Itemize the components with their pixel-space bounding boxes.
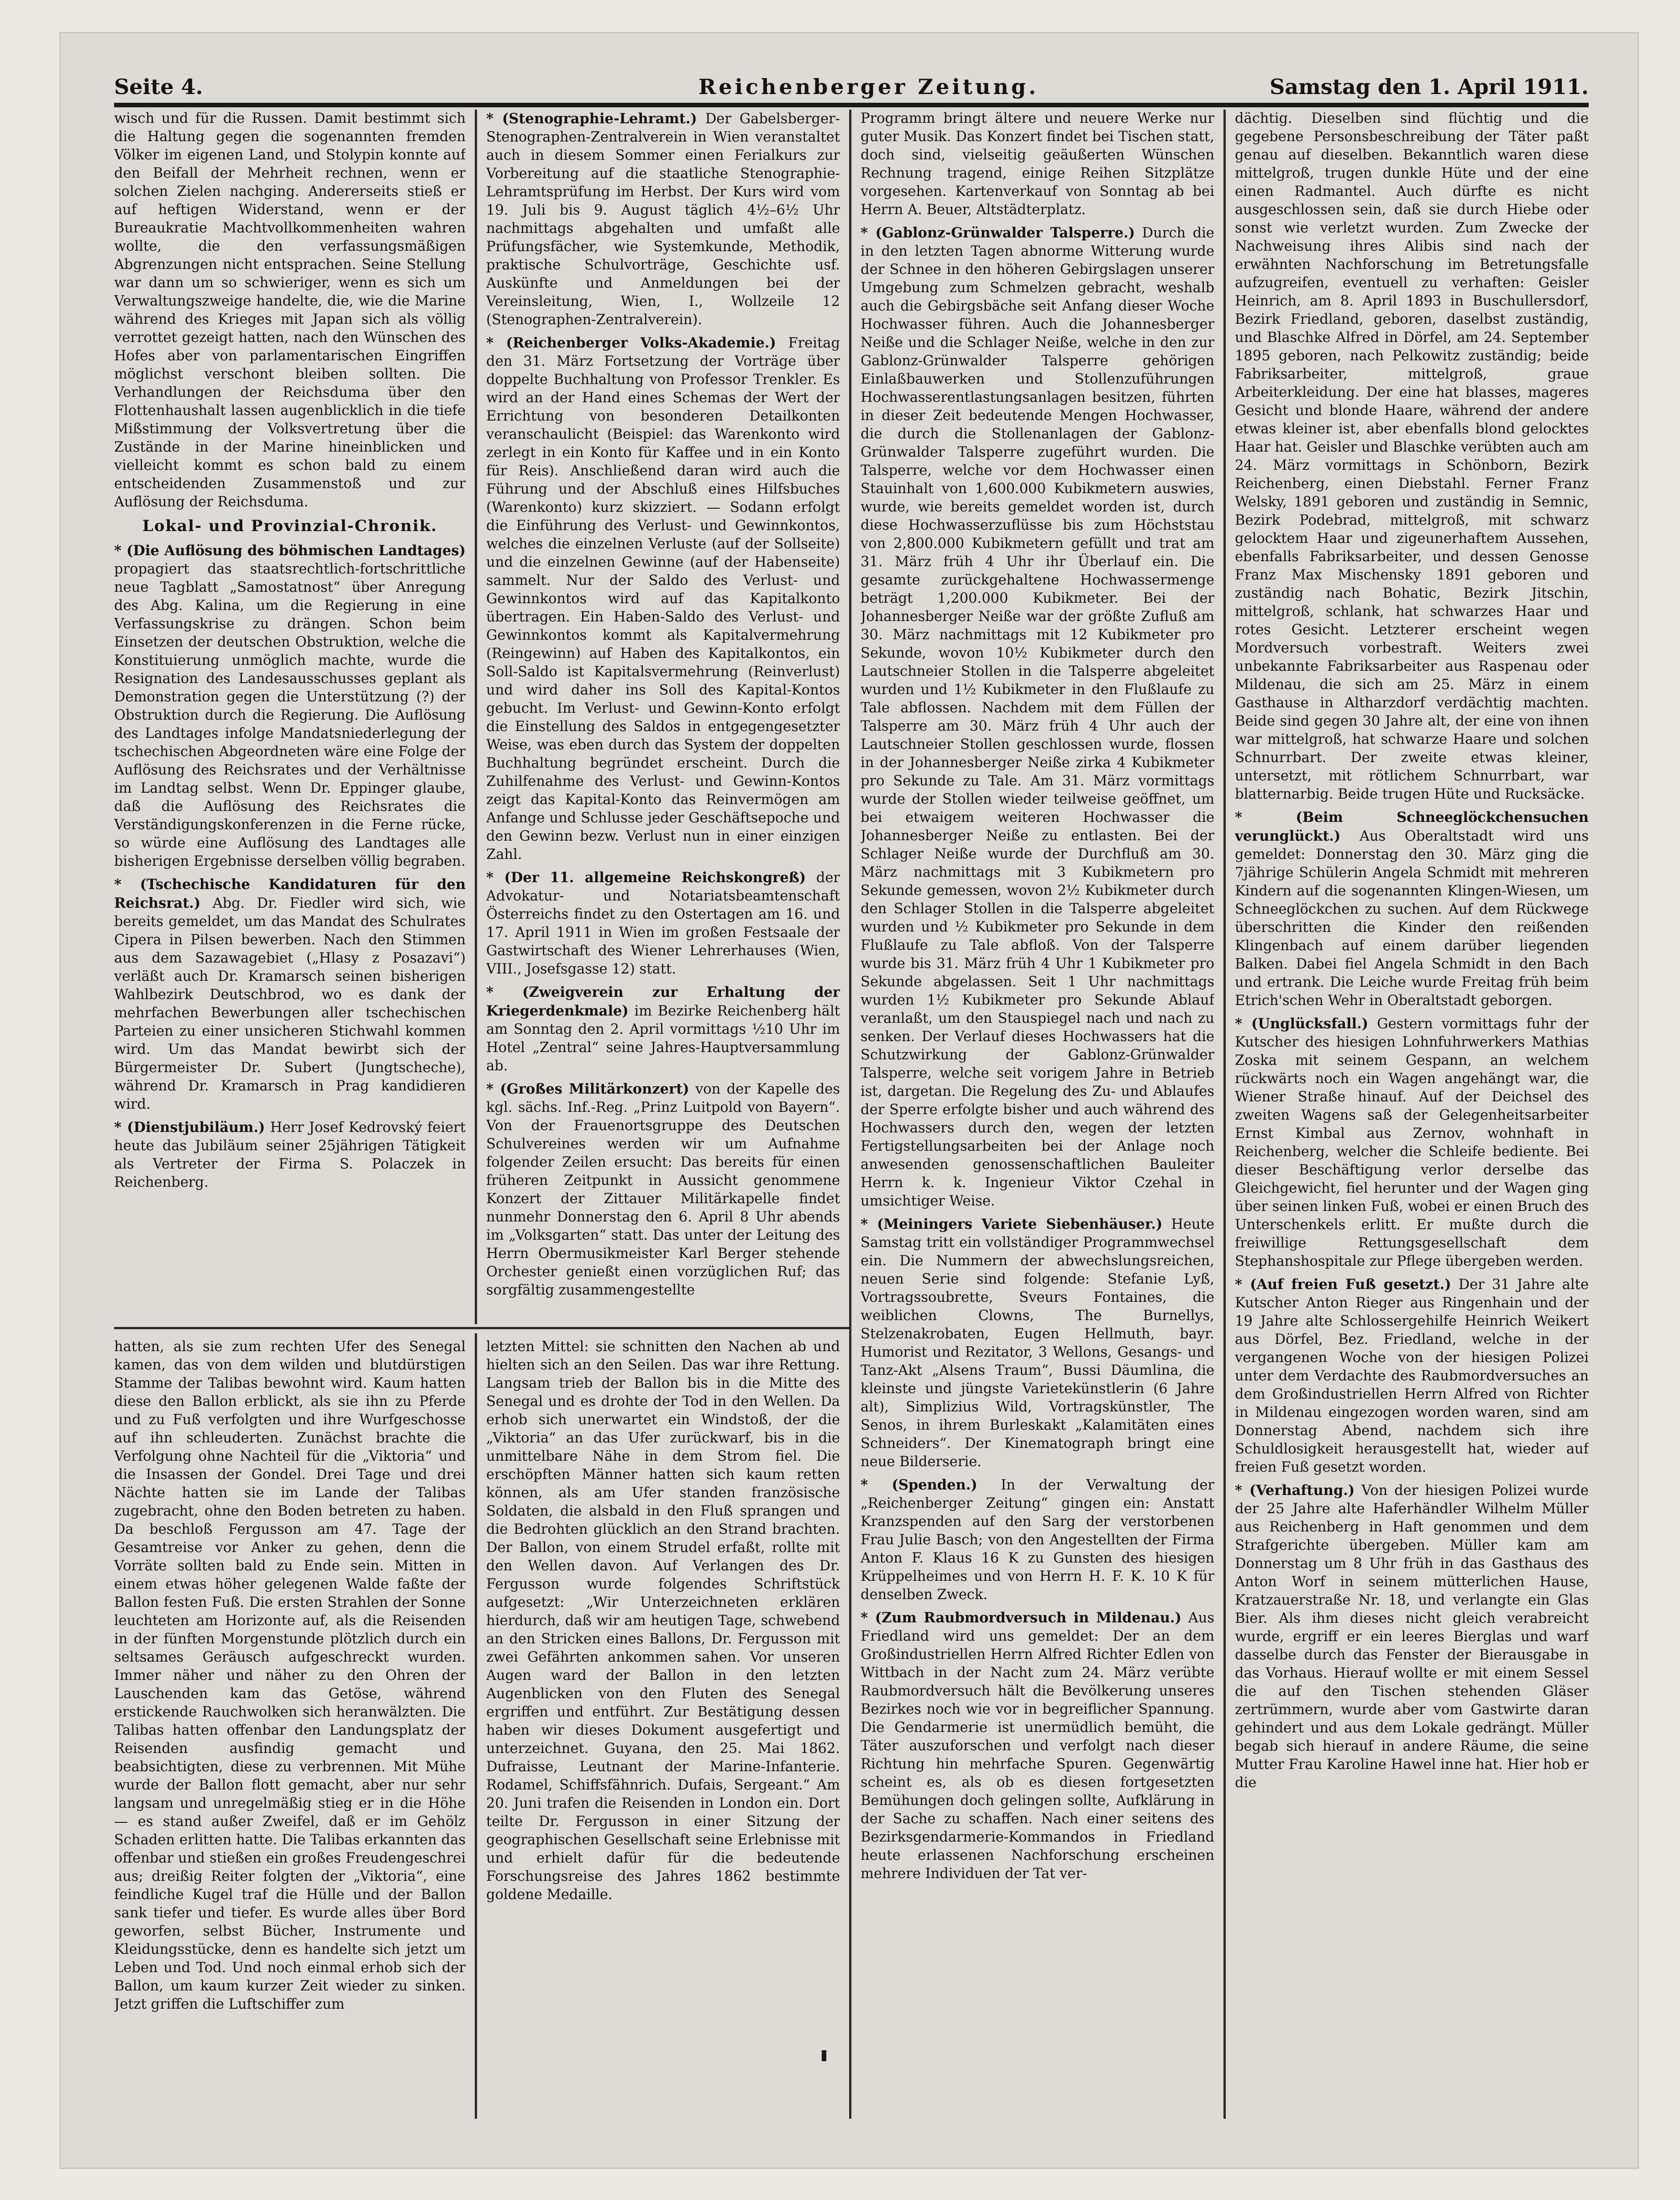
feuilleton-right [486,1338,840,2119]
article [486,334,840,864]
article [114,1118,466,1192]
feuilleton-text: letzten Mittel: sie schnitten den Nachen ab und hielten sich an den Seilen. Das war ihre Rettung. Langsam trieb der Ballon bis in die Mitte des Senegal und es drohte der Tod in den Wellen. Da erhob sich unerwartet ein Windstoß, der die „Viktoria“ an das Ufer zurückwarf, bis in die unmittelbare Nähe in dem Strom fiel. Die erschöpften Männer hatten sich kaum retten können, als am Ufer standen französische Soldaten, die alsbald in den Fluß sprangen und die Bedrohten glücklich an den Strand brachten. Der Ballon, von einem Strudel erfaßt, rollte mit den Wellen davon. Auf Verlangen des Dr. Fergusson wurde folgendes Schriftstück aufgesetzt: „Wir Unterzeichneten erklären hierdurch, daß wir am heutigen Tage, schwebend an den Stricken eines Ballons, Dr. Fergusson mit zwei Gefährten ankommen sahen. Vor unseren Augen ward der Ballon in den letzten Augenblicken von den Fluten des Senegal ergriffen und entführt. Zur Bestätigung dessen haben wir dieses Dokument ausgefertigt und unterzeichnet. Guyana, den 25. Mai 1862. Dufraisse, Leutnant der Marine-Infanterie. Rodamel, Schiffsfähnrich. Dufais, Sergeant.“ Am 20. Juni trafen die Reisenden in London ein. Dort teilte Dr. Fergusson in einer Sitzung der geographischen Gesellschaft seine Erlebnisse mit und erhielt dafür für die bedeutende Forschungsreise des Jahres 1862 bestimmte goldene Medaille. [486,1339,840,1903]
feuilleton-text: hatten, als sie zum rechten Ufer des Senegal kamen, das von dem wilden und blutdürstigen Stamme der Talibas bewohnt wird. Kaum hatten diese den Ballon erblickt, als sie ihn zu Pferde und zu Fuß verfolgten und ihre Wurfgeschosse auf ihn schleuderten. Zunächst brachte die Verfolgung ohne Nachteil für die „Viktoria“ und die Insassen der Gondel. Drei Tage und drei Nächte hatten sie im Lande der Talibas zugebracht, ohne den Boden betreten zu haben. Da beschloß Fergusson am 47. Tage der Gesamtreise vor Anker zu gehen, denn die Vorräte sollten bald zu Ende sein. Mitten in einem etwas höher gelegenen Walde faßte der Ballon festen Fuß. Die ersten Strahlen der Sonne leuchteten am Horizonte auf, als die Reisenden in der fünften Morgenstunde plötzlich durch ein seltsames Geräusch aufgeschreckt wurden. Immer näher und näher zu den Ohren der Lauschenden kam das Getöse, während erstickende Rauchwolken sich heranwälzten. Die Talibas hatten offenbar den Landungsplatz der Reisenden ausfindig gemacht und beabsichtigten, diese zu verbrennen. Mit Mühe wurde der Ballon flott gemacht, aber nur sehr langsam und unregelmäßig stieg er in die Höhe — es stand außer Zweifel, daß er im Gehölz Schaden erlitten hatte. Die Talibas erkannten das offenbar und stießen ein großes Freudengeschrei aus; dreißig Reiter folgten der „Viktoria“, eine feindliche Kugel traf die Hülle und der Ballon sank tiefer und tiefer. Es wurde alles über Bord geworfen, selbst Bücher, Instrumente und Kleidungsstücke, denn es handelte sich jetzt um Leben und Tod. Und noch einmal erhob sich der Ballon, um kaum kurzer Zeit wieder zu sinken. Jetzt griffen die Luftschiffer zum [114,1339,466,2012]
article-continuation: wisch und für die Russen. Damit bestimmt sich die Haltung gegen die sogenannten fremden Völker im eigenen Land, und Stolypin konnte auf den Beifall der Mehrheit rechnen, wenn er solchen Zielen nachging. Andererseits stieß er auf heftigen Widerstand, wenn er der Bureaukratie Machtvollkommenheiten wahren wollte, die den verfassungsmäßigen Abgrenzungen nicht entsprachen. Seine Stellung war dann um so schwieriger, wenn es sich um Verwaltungszweige handelte, die, wie die Marine während des Krieges mit Japan sich als völlig verrottet gezeigt hatten, nach den Wünschen des Hofes aber von parlamentarischen Eingriffen möglichst verschont bleiben sollten. Die Verhandlungen der Reichsduma über den Flottenhaushalt lassen augenblicklich in die tiefe Mißstimmung der Volksvertretung über die Zustände in der Marine hineinblicken und vielleicht kommt es schon bald zu einem entscheidenden Zusammenstoß und zur Auflösung der Reichsduma. [114,111,466,510]
article-body: In der Verwaltung der „Reichenberger Zeitung“ gingen ein: Anstatt Kranzspenden auf den Sarg der verstorbenen Frau Julie Basch; von den Angestellten der Firma Anton F. Klaus 16 K zu Gunsten des hiesigen Krüppelheimes und von Herrn H. F. K. 10 K für denselben Zweck. [861,1477,1214,1603]
article-body: Aus Oberaltstadt wird uns gemeldet: Donnerstag den 30. März ging die 7jährige Schülerin Angela Schmidt mit mehreren Kindern auf die sogenannten Klingen-Wiesen, um Schneeglöckchen zu suchen. Auf dem Rückwege überschritten die Kinder den reißenden Klingenbach auf einem darüber liegenden Balken. Dabei fiel Angela Schmidt in den Bach und ertrank. Die Leiche wurde Freitag früh beim Etrich'schen Wehr in Oberaltstadt geborgen. [1235,828,1589,1009]
article [1235,808,1589,1010]
page-body [114,110,1589,2119]
article [861,1476,1214,1604]
column-rule [475,110,477,1324]
article-headline: * (Reichenberger Volks-Akademie.) [486,335,776,351]
article-body: Der Gabelsberger-Stenographen-Zentralverein in Wien veranstaltet auch in diesem Sommer einen Ferialkurs zur Vorbereitung auf die staatliche Stenographie-Lehramtsprüfung im Herbst. Der Kurs wird vom 19. Juli bis 9. August täglich 4½–6½ Uhr nachmittags abgehalten und umfaßt alle Prüfungsfächer, wie Systemkunde, Methodik, praktische Schulvorträge, Geschichte usf. Auskünfte und Anmeldungen bei der Vereinsleitung, Wien, I., Wollzeile 12 (Stenographen-Zentralverein). [486,111,840,328]
article-body: Gestern vormittags fuhr der Kutscher des hiesigen Lohnfuhrwerkers Mathias Zoska mit seinem Gespann, an welchem rückwärts noch ein Wagen angehängt war, die Wiener Straße hinauf. Auf der Deichsel des zweiten Wagens saß der Gelegenheitsarbeiter Ernst Kimbal aus Zernov, wohnhaft in Reichenberg, welcher die Schleife bediente. Bei dieser Beschäftigung verlor derselbe das Gleichgewicht, fiel herunter und der Wagen ging über seinen linken Fuß, wobei er einen Bruch des Unterschenkels erlitt. Er mußte durch die freiwillige Rettungsgesellschaft dem Stephanshospitale zur Pflege übergeben werden. [1235,1016,1589,1269]
article [1235,1015,1589,1271]
article-body: Abg. Dr. Fiedler wird sich, wie bereits gemeldet, um das Mandat des Schulrates Cipera in Pilsen bewerben. Nach den Stimmen aus dem Sazawagebiet („Hlasy z Posazavi“) verläßt auch Dr. Kramarsch seinen bisherigen Wahlbezirk Deutschbrod, wo es dank der mehrfachen Bewerbungen aller tschechischen Parteien zu einer unsicheren Stichwahl kommen wird. Um das Mandat bewirbt sich der Bürgermeister Dr. Subert (Jungtscheche), während Dr. Kramarsch in Prag kandidieren wird. [114,895,466,1112]
article-body: Freitag den 31. März Fortsetzung der Vorträge über doppelte Buchhaltung von Professor Trenkler. Es wird an der Hand eines Schemas der Wert der Errichtung von besonderen Detailkonten veranschaulicht (Beispiel: das Warenkonto wird zerlegt in ein Konto für Kaffee und in ein Konto für Reis). Anschließend daran wird auch die Führung und der Abschluß eines Hilfsbuches (Warenkonto) kurz skizziert. — Sodann erfolgt die Einführung des Verlust- und Gewinnkontos, welches die einzelnen Verluste (auf der Sollseite) und die einzelnen Gewinne (auf der Habenseite) sammelt. Nur der Saldo des Verlust- und Gewinnkontos wird auf das Kapitalkonto übertragen. Ein Haben-Saldo des Verlust- und Gewinnkontos kommt als Kapitalvermehrung (Reingewinn) auf Haben des Kapitalkontos, ein Soll-Saldo ist Kapitalsvermehrung (Reinverlust) und wird daher ins Soll des Kapital-Kontos gebucht. Im Verlust- und Gewinn-Konto erfolgt die Einstellung des Saldos in entgegengesetzter Weise, was eben durch das System der doppelten Buchhaltung begründet erscheint. Durch die Zuhilfenahme des Verlust- und Gewinn-Kontos zeigt das Kapital-Konto das Reinvermögen am Anfange und Schlusse jeder Geschäftsepoche und den Gewinn bezw. Verlust nun in einer einzigen Zahl. [486,335,840,863]
column-2 [486,110,840,1324]
column-rule [849,110,851,2119]
article-headline: * (Der 11. allgemeine Reichskongreß) [486,869,806,886]
article [1235,1481,1589,1792]
article [486,110,840,329]
article-headline: * (Großes Militärkonzert) [486,1081,689,1097]
article-body: von der Kapelle des kgl. sächs. Inf.-Reg. „Prinz Luitpold von Bayern“. Von der Frauenortsgruppe des Deutschen Schulvereines werden wir um Aufnahme folgender Zeilen ersucht: Das bereits für einen früheren Zeitpunkt in Aussicht genommene Konzert der Zittauer Militärkapelle findet nunmehr Donnerstag den 6. April 8 Uhr abends im „Volksgarten“ statt. Das unter der Leitung des Herrn Obermusikmeister Karl Berger stehende Orchester genießt einen vorzüglichen Ruf; das sorgfältig zusammengestellte [486,1081,840,1298]
article-headline: * (Stenographie-Lehramt.) [486,111,697,127]
article-headline: * (Unglücksfall.) [1235,1016,1369,1032]
masthead-title: Reichenberger Zeitung. [698,74,1039,99]
article [486,983,840,1075]
article-body: Der 31 Jahre alte Kutscher Anton Rieger aus Ringenhain und der 19 Jahre alte Schlossergehilfe Heinrich Weikert aus Dörfel, Bez. Friedland, welche in der vergangenen Woche von der hiesigen Polizei unter dem Verdachte des Raubmordversuches an dem Großindustriellen Herrn Alfred von Richter in Mildenau eingezogen worden waren, sind am Donnerstag Abend, nachdem sich ihre Schuldlosigkeit herausgestellt hat, wieder auf freien Fuß gesetzt worden. [1235,1277,1589,1475]
article-headline: * (Zum Raubmordversuch in Mildenau.) [861,1610,1181,1626]
article [861,1215,1214,1471]
article [861,224,1214,1211]
article-body: im Bezirke Reichenberg hält am Sonntag den 2. April vormittags ½10 Uhr im Hotel „Zentral“ seine Jahres-Hauptversammlung ab. [486,1003,840,1074]
article-headline: * (Zweigverein zur Erhaltung der Kriegerdenkmale) [486,984,840,1019]
column-3 [861,110,1214,2119]
article-headline: * (Dienstjubiläum.) [114,1119,265,1136]
column-4 [1235,110,1589,2119]
article-headline: * (Meiningers Variete Siebenhäuser.) [861,1216,1163,1232]
article-headline: * (Auf freien Fuß gesetzt.) [1235,1276,1451,1293]
article-headline: * (Tschechische Kandidaturen für den Reichsrat.) [114,876,466,911]
article-headline: * (Beim Schneeglöckchensuchen verunglückt.) [1235,809,1589,844]
page-mark [822,2050,826,2061]
article-headline: * (Spenden.) [861,1477,977,1493]
article-body: Heute Samstag tritt ein vollständiger Programmwechsel ein. Die Nummern der abwechslungsreichen, neuen Serie sind folgende: Stefanie Lyß, Vortragssoubrette, Sveurs Fontaines, die weiblichen Clowns, The Burnellys, Stelzenakrobaten, Eugen Hellmuth, bayr. Humorist und Rezitator, 3 Wellons, Gesangs- und Tanz-Akt „Alsens Traum“, Bussi Däumlina, die kleinste und jüngste Varietekünstlerin (6 Jahre alt), Simplizius Wild, Vortragskünstler, The Senos, in ihrem Burleskakt „Kalamitäten eines Schneiders“. Der Kinematograph bringt eine neue Bilderserie. [861,1216,1214,1470]
header-rule [114,103,1589,107]
article [486,868,840,979]
page-header [114,66,1589,107]
article-body: propagiert das staatsrechtlich-fortschrittliche neue Tagblatt „Samostatnost“ über Anregung des Abg. Kalina, um die Regierung in eine Verfassungskrise zu drängen. Schon beim Einsetzen der deutschen Obstruktion, welche die Konstituierung unmöglich machte, wurde die Resignation des Landesausschusses geplant als Demonstration gegen die Unterstützung (?) der Obstruktion durch die Regierung. Die Auflösung des Landtages infolge Mandatsniederlegung der tschechischen Abgeordneten wäre eine Folge der Auflösung des Reichsrates und der Verhältnisse im Landtag selbst. Wenn Dr. Eppinger glaube, daß die Auflösung des Reichsrates die Verständigungskonferenzen in die Ferne rücke, so würde eine Auflösung des Landtages alle bisherigen Ergebnisse derselben völlig begraben. [114,561,466,869]
section-heading: Lokal- und Provinzial-Chronik. [142,517,438,535]
article-body: Von der hiesigen Polizei wurde der 25 Jahre alte Haferhändler Wilhelm Müller aus Reichenberg in Haft genommen und dem Strafgerichte übergeben. Müller kam am Donnerstag um 8 Uhr früh in das Gasthaus des Anton Worf in seinem mütterlichen Hause, Kratzauerstraße Nr. 18, und verlangte ein Glas Bier. Als ihm dieses nicht gleich verabreicht wurde, ergriff er ein leeres Bierglas und warf dasselbe durch das Fenster der Bierausgabe in das Vorhaus. Hierauf wollte er mit einem Sessel die auf den Tischen stehenden Gläser zertrümmern, wurde aber vom Gastwirte daran gehindert und aus dem Lokale gedrängt. Müller begab sich hierauf in andere Räume, die seine Mutter Frau Karoline Hawel inne hat. Hier hob er die [1235,1483,1589,1791]
article [114,542,466,871]
article-headline: * (Gablonz-Grünwalder Talsperre.) [861,225,1135,241]
column-rule [1223,110,1226,2119]
column-1 [114,110,466,1324]
article-body: Herr Josef Kedrovský feiert heute das Jubiläum seiner 25jährigen Tätigkeit als Vertreter der Firma S. Polaczek in Reichenberg. [114,1120,466,1190]
article [114,875,466,1114]
column-rule [475,1333,477,2119]
article-continuation: dächtig. Dieselben sind flüchtig und die gegebene Personsbeschreibung der Täter paßt genau auf dieselben. Bekanntlich waren diese mittelgroß, trugen dunkle Hüte und der eine einen Radmantel. Auch dürfte es nicht ausgeschlossen sein, daß sie durch Hiebe oder sonst wie verletzt wurden. Zum Zwecke der Nachweisung ihres Alibis sind nach der erwähnten Nachforschung im Betretungsfalle aufzugreifen, eventuell zu verhaften: Geisler Heinrich, am 8. April 1893 in Buschullersdorf, Bezirk Friedland, geboren, daselbst zuständig, und Blaschke Alfred in Dörfel, am 24. September 1895 geboren, nach Pelkowitz zuständig; beide Fabriksarbeiter, mittelgroß, graue Arbeiterkleidung. Der eine hat blasses, mageres Gesicht und blonde Haare, während der andere etwas kleiner ist, aber ebenfalls blond gelocktes Haar hat. Geisler und Blaschke verübten auch am 24. März vormittags in Schönborn, Bezirk Reichenberg, einen Diebstahl. Ferner Franz Welsky, 1891 geboren und zuständig in Semnic, Bezirk Podebrad, mittelgroß, mit schwarz gelocktem Haar und zigeunerhaftem Aussehen, ebenfalls Fabriksarbeiter, und dessen Genosse Franz Max Mischensky 1891 geboren und zuständig nach Bohatic, Bezirk Jitschin, mittelgroß, schlank, hat schwarzes Haar und rotes Gesicht. Letzterer erscheint wegen Mordversuch vorbestraft. Weiters zwei unbekannte Fabriksarbeiter aus Raspenau oder Mildenau, die sich am 25. März in einem Gasthause in Altharzdorf verdächtig machten. Beide sind gegen 30 Jahre alt, der eine von ihnen war mittelgroß, hat schwarze Haare und solchen Schnurrbart. Der zweite etwas kleiner, untersetzt, mit rötlichem Schnurrbart, war blatternarbig. Beide trugen Hüte und Rucksäcke. [1235,111,1589,802]
feuilleton-rule [114,1327,849,1329]
issue-date: Samstag den 1. April 1911. [1270,74,1589,99]
article-body: der Advokatur- und Notariatsbeamtenschaft Österreichs findet zu den Ostertagen am 16. und 17. April 1911 in Wien im großen Festsaale der Gastwirtschaft des Wiener Lehrerhauses (Wien, VIII., Josefsgasse 12) statt. [486,870,840,977]
article-headline: * (Verhaftung.) [1235,1482,1355,1499]
article-headline: * (Die Auflösung des böhmischen Landtages) [114,542,466,559]
article-body: Aus Friedland wird uns gemeldet: Der an dem Großindustriellen Herrn Alfred Richter Edlen von Wittbach in der Nacht zum 24. März verübte Raubmordversuch hält die Bevölkerung unseres Bezirkes noch wie vor in begreiflicher Spannung. Die Gendarmerie ist unermüdlich bemüht, die Täter auszuforschen und verfolgt nach dieser Richtung hin mehrfache Spuren. Gegenwärtig scheint es, als ob es diesen fortgesetzten Bemühungen doch gelingen sollte, Aufklärung in der Sache zu schaffen. Nach einer seitens des Bezirksgendarmerie-Kommandos in Friedland heute erlassenen Nachforschung erscheinen mehrere Individuen der Tat ver- [861,1610,1214,1882]
article [861,1609,1214,1883]
page-number: Seite 4. [114,74,203,99]
feuilleton-left [114,1338,466,2119]
article-body: Durch die in den letzten Tagen abnorme Witterung wurde der Schnee in den höheren Gebirgslagen unserer Umgebung zum Schmelzen gebracht, weshalb auch die Gebirgsbäche seit Anfang dieser Woche Hochwasser führen. Auch die Johannesberger Neiße und die Schlager Neiße, welche in den zur Gablonz-Grünwalder Talsperre gehörigen Einlaßbauwerken und Stollenzuführungen Hochwasserentlastungsanlagen besitzen, führten in dieser Zeit bedeutende Mengen Hochwasser, die durch die Stollenanlagen der Gablonz-Grünwalder Talsperre zugeführt wurden. Die Talsperre, welche vor dem Hochwasser einen Stauinhalt von 1,600.000 Kubikmetern auswies, wurde, wie bereits gemeldet worden ist, durch diese Hochwasserzuflüsse bis zum Höchststau von 2,800.000 Kubikmetern gefüllt und trat am 31. März früh 4 Uhr ihr Überlauf ein. Die gesamte zurückgehaltene Hochwassermenge beträgt 1,200.000 Kubikmeter. Bei der Johannesberger Neiße war der größte Zufluß am 30. März nachmittags mit 12 Kubikmeter pro Sekunde, wovon 10½ Kubikmeter durch den Lautschneier Stollen in die Talsperre abgeleitet wurden und 1½ Kubikmeter in den Flußlaufe zu Tale abflossen. Nachdem mit dem Füllen der Talsperre am 30. März früh 4 Uhr auch der Lautschneier Stollen geschlossen wurde, flossen in der Johannesberger Neiße zirka 4 Kubikmeter pro Sekunde zu Tale. Am 31. März vormittags wurde der Stollen wieder teilweise geöffnet, um bei etwaigem weiteren Hochwasser die Johannesberger Neiße zu entlasten. Bei der Schlager Neiße wurde der Durchfluß am 30. März nachmittags mit 3 Kubikmetern pro Sekunde gemessen, wovon 2½ Kubikmeter durch den Schlager Stollen in die Talsperre abgeleitet wurden und ½ Kubikmeter pro Sekunde in dem Flußlaufe zu Tale abfloß. Von der Talsperre wurde bis 31. März früh 4 Uhr 1 Kubikmeter pro Sekunde abgelassen. Seit 1 Uhr nachmittags wurden 1½ Kubikmeter pro Sekunde Ablauf veranlaßt, um den Stauspiegel nach und nach zu senken. Der Verlauf dieses Hochwassers hat die Schutzwirkung der Gablonz-Grünwalder Talsperre, welche seit vorigem Jahre in Betrieb ist, dargetan. Die Regelung des Zu- und Ablaufes der Sperre erfolgte bisher und auch während des Hochwassers durch den, wegen der letzten Fertigstellungsarbeiten bei der Anlage noch anwesenden genossenschaftlichen Bauleiter Herrn k. k. Ingenieur Viktor Czehal in umsichtiger Weise. [861,225,1214,1209]
article [486,1080,840,1300]
article-continuation: Programm bringt ältere und neuere Werke nur guter Musik. Das Konzert findet bei Tischen statt, doch sind, vielseitig geäußerten Wünschen Rechnung tragend, einige Reihen Sitzplätze vorgesehen. Kartenverkauf von Sonntag ab bei Herrn A. Beuer, Altstädterplatz. [861,111,1214,218]
article [1235,1275,1589,1477]
